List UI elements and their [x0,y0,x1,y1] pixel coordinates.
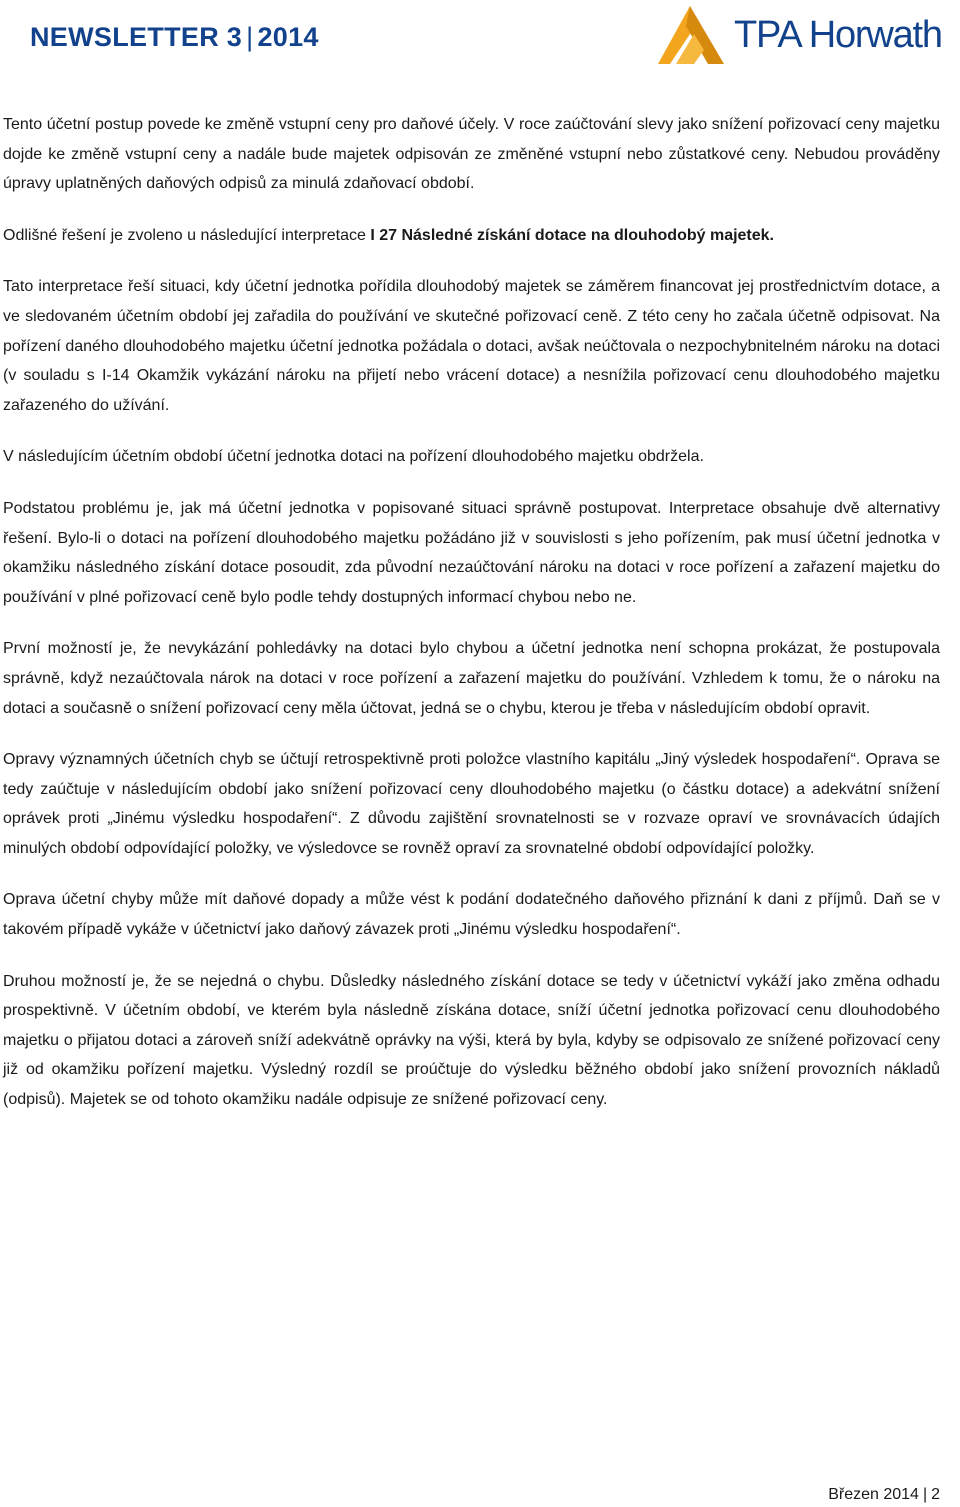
newsletter-year: 2014 [257,22,319,52]
paragraph-1: Tento účetní postup povede ke změně vstupní ceny pro daňové účely. V roce zaúčtování slevy jako snížení pořizovací ceny majetku dojde ke změně vstupní ceny a nadále bude majetek odpisován ze změněné vstupní nebo zůstatkové ceny. Nebudou prováděny úpravy uplatněných daňových odpisů za minulá zdaňovací období. [3,116,940,193]
paragraph-4: V následujícím účetním období účetní jednotka dotaci na pořízení dlouhodobého majetku obdržela. [3,448,704,466]
paragraph-9: Druhou možností je, že se nejedná o chybu. Důsledky následného získání dotace se tedy v účetnictví vykáží jako změna odhadu prospektivně. V účetním období, ve kterém byla následně získána dotace, sníží účetní jednotka pořizovací cenu dlouhodobého majetku o přijatou dotaci a zároveň sníží adekvátně oprávky na výši, která by byla, kdyby se odpisovalo ze snížené pořizovací ceny již od okamžiku pořízení majetku. Výsledný rozdíl se proúčtuje do výsledku běžného období jako snížení provozních nákladů (odpisů). Majetek se od tohoto okamžiku nadále odpisuje ze snížené pořizovací ceny. [3,972,940,1109]
title-separator: | [246,22,254,52]
page-footer [828,1486,940,1504]
paragraph-6: První možností je, že nevykázání pohledávky na dotaci bylo chybou a účetní jednotka není schopna prokázat, že postupovala správně, když nezaúčtovala nárok na dotaci v roce pořízení a zařazení majetku do používání. Vzhledem k tomu, že o nároku na dotaci a současně o snížení pořizovací ceny měla účtovat, jedná se o chybu, kterou je třeba v následujícím období opravit. [3,640,940,717]
article-body [3,110,940,1137]
paragraph-2-prefix: Odlišné řešení je zvoleno u následující interpretace [3,226,371,244]
paragraph-8: Oprava účetní chyby může mít daňové dopady a může vést k podání dodatečného daňového přiznání k dani z příjmů. Daň se v takovém případě vykáže v účetnictví jako daňový závazek proti „Jinému výsledku hospodaření“. [3,891,940,939]
footer-separator: | [922,1486,928,1503]
footer-date: Březen 2014 [828,1486,919,1503]
page-number: 2 [931,1486,940,1503]
interpretation-title: I 27 Následné získání dotace na dlouhodobý majetek. [370,226,774,244]
paragraph-2 [3,221,940,251]
newsletter-title-text: NEWSLETTER 3 [30,22,243,52]
logo-brand-text: TPA Horwath [734,14,942,56]
paragraph-5: Podstatou problému je, jak má účetní jednotka v popisované situaci správně postupovat. Interpretace obsahuje dvě alternativy řešení. Bylo-li o dotaci na pořízení dlouhodobého majetku požádáno již v souvislosti s jeho pořízením, pak musí účetní jednotka v okamžiku následného získání dotace posoudit, zda původní nezaúčtování nároku na dotaci v roce pořízení a zařazení majetku do používání v plné pořizovací ceně bylo podle tehdy dostupných informací chybou nebo ne. [3,499,940,606]
logo-mark-icon [650,4,730,70]
paragraph-7: Opravy významných účetních chyb se účtují retrospektivně proti položce vlastního kapitálu „Jiný výsledek hospodaření“. Oprava se tedy zaúčtuje v následujícím období jako snížení pořizovací ceny dlouhodobého majetku (o částku dotace) a adekvátní snížení oprávek proti „Jinému výsledku hospodaření“. Z důvodu zajištění srovnatelnosti se v rozvaze opraví ve srovnávacích údajích minulých období odpovídající položky, ve výsledovce se rovněž opraví za srovnatelné období odpovídající položky. [3,751,940,857]
paragraph-3: Tato interpretace řeší situaci, kdy účetní jednotka pořídila dlouhodobý majetek se záměrem financovat jej prostřednictvím dotace, a ve sledovaném účetním období jej zařadila do používání ve skutečné pořizovací ceně. Z této ceny ho začala účetně odpisovat. Na pořízení daného dlouhodobého majetku účetní jednotka požádala o dotaci, avšak neúčtovala o nezpochybnitelném nároku na dotaci (v souladu s I-14 Okamžik vykázání nároku na přijetí nebo vrácení dotace) a nesnížila pořizovací cenu dlouhodobého majetku zařazeného do užívání. [3,278,940,414]
tpa-horwath-logo [650,4,955,70]
newsletter-title [30,22,319,53]
